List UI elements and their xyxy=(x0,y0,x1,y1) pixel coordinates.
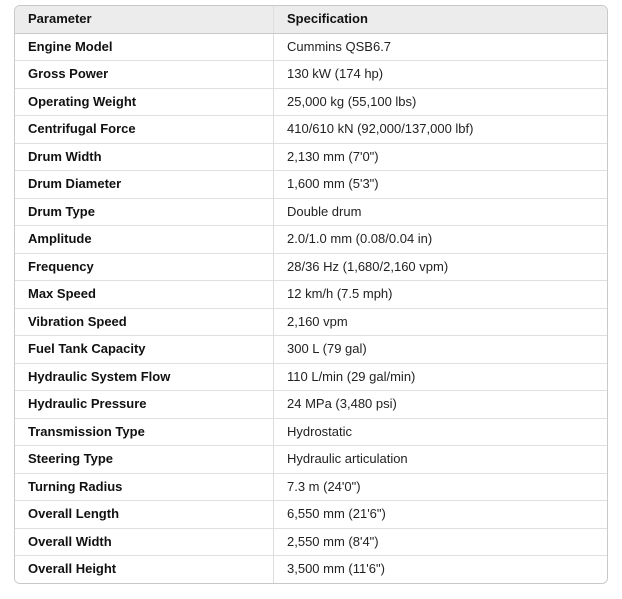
specification-cell: Hydrostatic xyxy=(274,418,608,446)
parameter-cell: Overall Width xyxy=(15,528,274,556)
parameter-cell: Overall Height xyxy=(15,556,274,583)
parameter-cell: Centrifugal Force xyxy=(15,116,274,144)
specification-cell: 28/36 Hz (1,680/2,160 vpm) xyxy=(274,253,608,281)
parameter-cell: Max Speed xyxy=(15,281,274,309)
column-header-parameter: Parameter xyxy=(15,6,274,33)
specification-table-container xyxy=(14,5,608,584)
specification-cell: 7.3 m (24'0") xyxy=(274,473,608,501)
table-row xyxy=(15,473,607,501)
parameter-cell: Hydraulic System Flow xyxy=(15,363,274,391)
specification-cell: 300 L (79 gal) xyxy=(274,336,608,364)
table-row xyxy=(15,253,607,281)
parameter-cell: Operating Weight xyxy=(15,88,274,116)
specification-cell: 2,160 vpm xyxy=(274,308,608,336)
specification-table xyxy=(15,6,607,583)
table-row xyxy=(15,418,607,446)
table-row xyxy=(15,116,607,144)
specification-cell: 2.0/1.0 mm (0.08/0.04 in) xyxy=(274,226,608,254)
parameter-cell: Amplitude xyxy=(15,226,274,254)
table-row xyxy=(15,33,607,61)
specification-cell: 110 L/min (29 gal/min) xyxy=(274,363,608,391)
table-row xyxy=(15,363,607,391)
parameter-cell: Engine Model xyxy=(15,33,274,61)
table-row xyxy=(15,336,607,364)
table-header-row xyxy=(15,6,607,33)
table-head xyxy=(15,6,607,33)
specification-cell: 25,000 kg (55,100 lbs) xyxy=(274,88,608,116)
table-row xyxy=(15,391,607,419)
specification-cell: Double drum xyxy=(274,198,608,226)
parameter-cell: Frequency xyxy=(15,253,274,281)
parameter-cell: Gross Power xyxy=(15,61,274,89)
parameter-cell: Drum Width xyxy=(15,143,274,171)
table-row xyxy=(15,198,607,226)
parameter-cell: Drum Type xyxy=(15,198,274,226)
parameter-cell: Vibration Speed xyxy=(15,308,274,336)
table-row xyxy=(15,88,607,116)
table-row xyxy=(15,501,607,529)
specification-cell: 6,550 mm (21'6") xyxy=(274,501,608,529)
specification-cell: 1,600 mm (5'3") xyxy=(274,171,608,199)
specification-cell: Cummins QSB6.7 xyxy=(274,33,608,61)
parameter-cell: Hydraulic Pressure xyxy=(15,391,274,419)
specification-cell: 24 MPa (3,480 psi) xyxy=(274,391,608,419)
specification-cell: 2,550 mm (8'4") xyxy=(274,528,608,556)
specification-cell: Hydraulic articulation xyxy=(274,446,608,474)
table-row xyxy=(15,308,607,336)
table-row xyxy=(15,143,607,171)
parameter-cell: Fuel Tank Capacity xyxy=(15,336,274,364)
table-row xyxy=(15,281,607,309)
specification-cell: 130 kW (174 hp) xyxy=(274,61,608,89)
specification-cell: 2,130 mm (7'0") xyxy=(274,143,608,171)
table-row xyxy=(15,61,607,89)
table-row xyxy=(15,528,607,556)
parameter-cell: Overall Length xyxy=(15,501,274,529)
table-row xyxy=(15,171,607,199)
specification-cell: 410/610 kN (92,000/137,000 lbf) xyxy=(274,116,608,144)
parameter-cell: Turning Radius xyxy=(15,473,274,501)
parameter-cell: Steering Type xyxy=(15,446,274,474)
table-row xyxy=(15,556,607,583)
spec-table-body xyxy=(15,33,607,583)
table-row xyxy=(15,226,607,254)
column-header-specification: Specification xyxy=(274,6,608,33)
parameter-cell: Drum Diameter xyxy=(15,171,274,199)
table-row xyxy=(15,446,607,474)
specification-cell: 3,500 mm (11'6") xyxy=(274,556,608,583)
specification-cell: 12 km/h (7.5 mph) xyxy=(274,281,608,309)
parameter-cell: Transmission Type xyxy=(15,418,274,446)
